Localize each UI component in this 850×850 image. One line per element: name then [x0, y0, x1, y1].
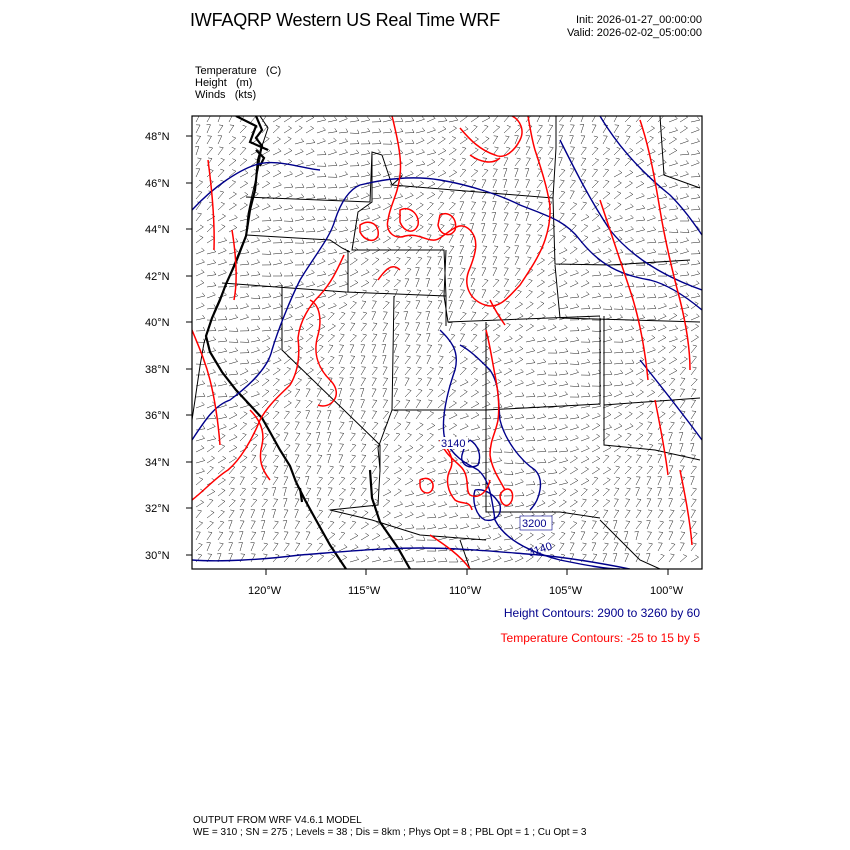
lat-label: 30°N [145, 550, 170, 562]
valid-time: Valid: 2026-02-02_05:00:00 [567, 27, 702, 39]
lon-label: 110°W [449, 585, 482, 597]
temperature-contours-legend: Temperature Contours: -25 to 15 by 5 [500, 631, 700, 645]
init-time: Init: 2026-01-27_00:00:00 [576, 14, 702, 26]
contour-label: 3140 [441, 438, 466, 450]
longitude-labels [248, 585, 684, 597]
contour-label: 3140 [526, 540, 554, 560]
lat-label: 32°N [145, 503, 170, 515]
lon-label: 120°W [248, 585, 282, 597]
lon-label: 105°W [549, 585, 583, 597]
lat-label: 44°N [145, 224, 170, 236]
field-height: Height (m) [195, 77, 253, 89]
field-winds: Winds (kts) [195, 89, 257, 101]
contour-label: 3200 [522, 518, 547, 530]
lat-label: 38°N [145, 364, 170, 376]
lat-label: 42°N [145, 271, 170, 283]
model-info [193, 815, 586, 839]
chart-title: IWFAQRP Western US Real Time WRF [190, 10, 500, 30]
lon-label: 115°W [348, 585, 381, 597]
height-contours-legend: Height Contours: 2900 to 3260 by 60 [503, 606, 700, 620]
field-temperature: Temperature (C) [195, 65, 282, 77]
lat-label: 48°N [145, 131, 170, 143]
lat-label: 34°N [145, 457, 170, 469]
model-config: WE = 310 ; SN = 275 ; Levels = 38 ; Dis = 8km ; Phys Opt = 8 ; PBL Opt = 1 ; Cu Opt = 3 [193, 827, 587, 838]
model-version: OUTPUT FROM WRF V4.6.1 MODEL [193, 815, 362, 826]
lat-label: 46°N [145, 178, 170, 190]
lon-label: 100°W [650, 585, 684, 597]
latitude-labels [145, 131, 170, 562]
lat-label: 36°N [145, 410, 170, 422]
lat-label: 40°N [145, 317, 170, 329]
